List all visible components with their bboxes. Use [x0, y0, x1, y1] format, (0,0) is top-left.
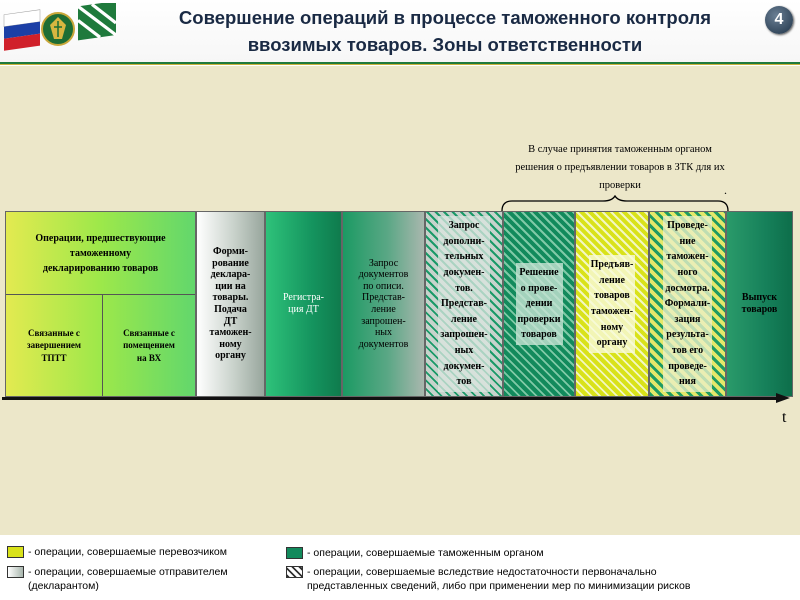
c2-l5: Подача [214, 304, 247, 315]
time-axis [2, 397, 780, 400]
legend-extra-swatch [286, 566, 303, 578]
title-line-2: ввозимых товаров. Зоны ответственности [247, 34, 643, 55]
time-axis-label: t [782, 409, 787, 426]
legend-sender-l2: (декларантом) [28, 580, 99, 592]
c7-l4: ному [600, 321, 624, 333]
c5-l7: запрошен- [440, 329, 488, 341]
c8-l9: проведе- [668, 360, 707, 372]
c5-l8: ных [454, 344, 474, 356]
c7-l0: Предъяв- [590, 259, 634, 271]
c5-l2: тельных [444, 251, 484, 263]
c4-l5: запрошен- [361, 315, 406, 327]
c2-l2: деклара- [210, 269, 251, 281]
inspection-decision-step [503, 211, 575, 397]
legend-sender-l1: - операции, совершаемые отправителем [28, 566, 228, 578]
page-number-badge: 4 [765, 6, 793, 34]
sub-left-l3: ТПТТ [41, 352, 67, 363]
c4-l0: Запрос [368, 257, 399, 269]
c2-l9: органу [215, 350, 246, 362]
page-title [125, 4, 765, 58]
c5-l4: тов. [455, 282, 473, 294]
legend-sender-swatch [7, 566, 24, 578]
pre-declaration-block [5, 211, 196, 397]
c9-text [742, 292, 778, 315]
header-divider-accent [0, 64, 800, 65]
c8-l0: Проведе- [667, 220, 708, 232]
block1-title-l1: Операции, предшествующие [35, 232, 166, 244]
c8-l1: ние [679, 235, 696, 247]
c4-text [359, 258, 409, 351]
c4-l3: Представ- [361, 292, 406, 304]
legend-extra-label [307, 565, 690, 593]
legend-carrier-label: - операции, совершаемые перевозчиком [28, 546, 227, 558]
c8-l6: зация [674, 313, 701, 325]
note-line-2: решения о предъявлении товаров в ЗТК для их [515, 162, 725, 173]
c2-l6: ДТ [223, 315, 238, 327]
transit-completion-cell [6, 295, 102, 396]
time-axis-arrow-icon [776, 393, 790, 403]
c2-l4: товары. [212, 292, 249, 304]
legend-carrier-swatch [7, 546, 24, 558]
c6-l3: проверки [517, 313, 561, 325]
c5-l9: докумен- [443, 360, 485, 372]
c7-l5: органу [596, 337, 628, 349]
note-line-1: В случае принятия таможенным органом [528, 144, 712, 155]
block1-title-l3: декларированию товаров [42, 262, 159, 274]
c3-l1: ция ДТ [288, 304, 319, 315]
c6-l2: дении [525, 298, 553, 310]
c5-l0: Запрос [448, 220, 480, 232]
c7-l1: ление [598, 274, 625, 286]
legend-customs-label: - операции, совершаемые таможенным органом [307, 547, 544, 559]
block1-title-l2: таможенному [69, 247, 132, 259]
legend-extra-l2: представленных сведений, либо при применении мер по минимизации рисков [307, 580, 691, 592]
c4-l7: документов [358, 338, 409, 350]
c5-l1: дополни- [443, 235, 485, 247]
header-bar [0, 0, 800, 64]
c9-l0: Выпуск [741, 292, 778, 304]
c7-l2: товаров [594, 290, 630, 302]
c8-l3: ного [677, 267, 698, 279]
c6-text [504, 212, 574, 396]
legend-extra-l1: - операции, совершаемые вследствие недостаточности первоначально [307, 566, 657, 578]
additional-documents-step [425, 211, 503, 397]
c4-l6: ных [374, 327, 393, 339]
c8-l4: досмотра. [665, 282, 710, 294]
c2-l3: ции на [215, 280, 246, 292]
note-line-3: проверки [599, 180, 641, 191]
c3-text [283, 292, 324, 315]
c2-l8: ному [219, 338, 242, 350]
legend-customs-swatch [286, 547, 303, 559]
registration-step [265, 211, 342, 397]
c5-l5: Представ- [441, 298, 487, 310]
c6-l0: Решение [519, 267, 559, 279]
c4-l2: по описи. [363, 280, 404, 292]
c2-l1: рование [212, 257, 249, 269]
c5-l3: докумен- [443, 267, 485, 279]
c6-l4: товаров [521, 329, 557, 341]
c8-l8: тов его [671, 344, 704, 356]
note-dot: . [724, 183, 727, 197]
c5-text [426, 212, 502, 396]
flags-emblem-icon [2, 3, 120, 55]
sub-left-l2: завершением [26, 340, 82, 351]
legend-sender-label [28, 565, 228, 593]
c9-l1: товаров [741, 304, 778, 315]
declaration-formation-step [196, 211, 265, 397]
temporary-storage-cell [103, 295, 195, 396]
goods-presentation-step [575, 211, 649, 397]
c8-l5: Формали- [664, 298, 711, 310]
sub-left-l1: Связанные с [28, 327, 80, 338]
c4-l4: ление [371, 304, 396, 315]
document-request-step [342, 211, 425, 397]
customs-examination-step [649, 211, 726, 397]
pre-declaration-title [6, 212, 195, 294]
c5-l10: тов [456, 376, 472, 388]
c3-l0: Регистра- [282, 292, 325, 304]
c5-l6: ление [450, 313, 477, 325]
c2-l7: таможен- [209, 327, 252, 339]
sub-right-l1: Связанные с [123, 327, 175, 338]
c8-text [650, 212, 725, 396]
sub-right-l2: помещением [123, 340, 175, 351]
c8-l2: таможен- [666, 251, 709, 263]
c2-text [209, 246, 251, 362]
title-line-1: Совершение операций в процессе таможенного контроля [178, 7, 712, 28]
c2-l0: Форми- [213, 246, 248, 258]
c7-text [576, 212, 648, 396]
c6-l1: о прове- [520, 282, 558, 294]
sub-right-l3: на ВХ [136, 352, 162, 363]
c7-l3: таможен- [590, 306, 634, 317]
c8-l7: результа- [666, 329, 709, 341]
release-step [726, 211, 793, 397]
c4-l1: документов [358, 269, 409, 281]
c8-l10: ния [679, 376, 696, 388]
